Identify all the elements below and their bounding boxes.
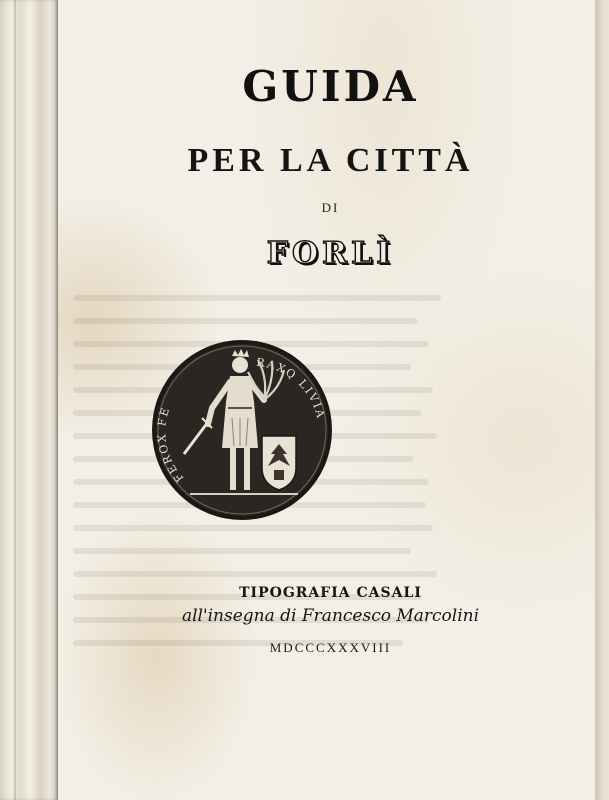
book-spine-edge [0,0,58,800]
medal-image [150,338,334,522]
title-per-la-citta: PER LA CITTÀ [187,142,474,179]
medal-legend-right: RAXQ LIVIA [255,355,328,421]
title-guida: GUIDA [242,62,419,111]
printer-imprint: TIPOGRAFIA CASALI [239,585,422,601]
page-edge [595,0,603,800]
title-forli: FORLÌ [266,236,395,271]
title-page [58,0,603,800]
medal-emblem [150,338,334,522]
printer-sign: all'insegna di Francesco Marcolini [181,606,480,626]
publication-year: MDCCCXXXVIII [269,640,392,655]
title-di: DI [321,200,340,215]
medal-legend-left: FEROX FE [155,404,187,485]
